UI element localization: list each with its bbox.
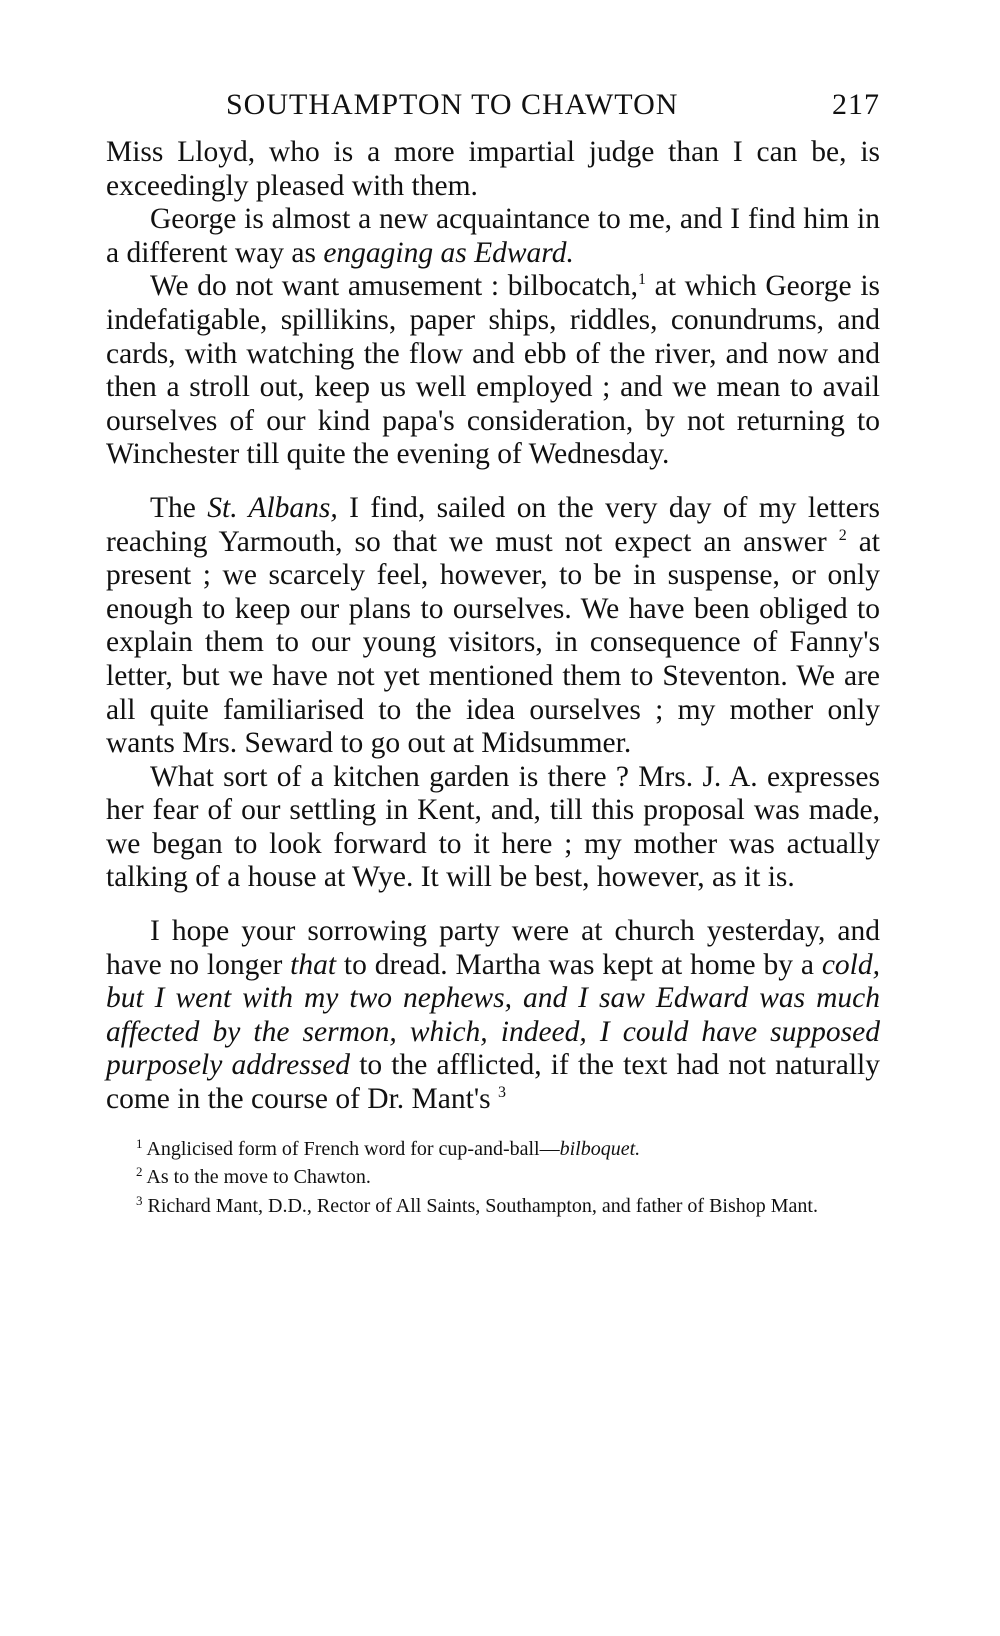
paragraph-5: What sort of a kitchen garden is there ? Mrs. J. A. expresses her fear of our settling in Kent, and, till this proposal was made, we began to look forward to it here ; my mother was actually talking of a house at Wye. It will be best, however, as it is. xyxy=(106,760,880,894)
paragraph-4: The St. Albans, I find, sailed on the very day of my letters reaching Yarmouth, so that we must not expect an answer $^2$ at present ; we scarcely feel, however, to be in suspense, or only enough to keep our plans to ourselves. We have been obliged to explain them to our young visitors, in consequence of Fanny's letter, but we have not yet mentioned them to Steventon. We are all quite familiarised to the idea ourselves ; my mother only wants Mrs. Seward to go out at Midsummer. xyxy=(106,491,880,760)
footnote-ref-1: 1 xyxy=(637,271,646,289)
footnote-marker: 1 xyxy=(136,1135,143,1151)
footnote-marker: 3 xyxy=(136,1192,143,1208)
footnote-ref-3: 3 xyxy=(498,1084,506,1102)
book-page xyxy=(106,88,880,1220)
body-text xyxy=(106,136,880,1117)
footnote-marker: 2 xyxy=(136,1164,143,1180)
running-head xyxy=(106,88,880,136)
footnote-1: $^1$ Anglicised form of French word for cup-and-ball—bilboquet. xyxy=(136,1135,641,1160)
footnotes xyxy=(106,1135,880,1221)
footnote-ref-2: 2 xyxy=(838,526,847,544)
page-number: 217 xyxy=(832,88,880,121)
paragraph-2: George is almost a new acquaintance to me, and I find him in a different way as engaging as Edward. xyxy=(106,203,880,269)
paragraph-6: I hope your sorrowing party were at church yesterday, and have no longer that to dread. Martha was kept at home by a cold, but I went with my two nephews, and I saw Edward was much affected by the sermon, which, indeed, I could have supposed purposely addressed to the afflicted, if the text had not naturally come in the course of Dr. Mant's $^3$ xyxy=(106,915,880,1116)
running-title: SOUTHAMPTON TO CHAWTON xyxy=(226,88,679,121)
paragraph-1: Miss Lloyd, who is a more impartial judge than I can be, is exceedingly pleased with them. xyxy=(106,136,880,202)
footnote-2: $^2$ As to the move to Chawton. xyxy=(136,1164,371,1189)
paragraph-3: We do not want amusement : bilbocatch,$^1$ at which George is indefatigable, spillikins, paper ships, riddles, conundrums, and cards, with watching the flow and ebb of the river, and now and then a stroll out, keep us well employed ; and we mean to avail ourselves of our kind papa's consideration, by not returning to Winchester till quite the evening of Wednesday. xyxy=(106,270,880,471)
footnote-3: $^3$ Richard Mant, D.D., Rector of All Saints, Southampton, and father of Bishop Mant. xyxy=(136,1192,818,1217)
